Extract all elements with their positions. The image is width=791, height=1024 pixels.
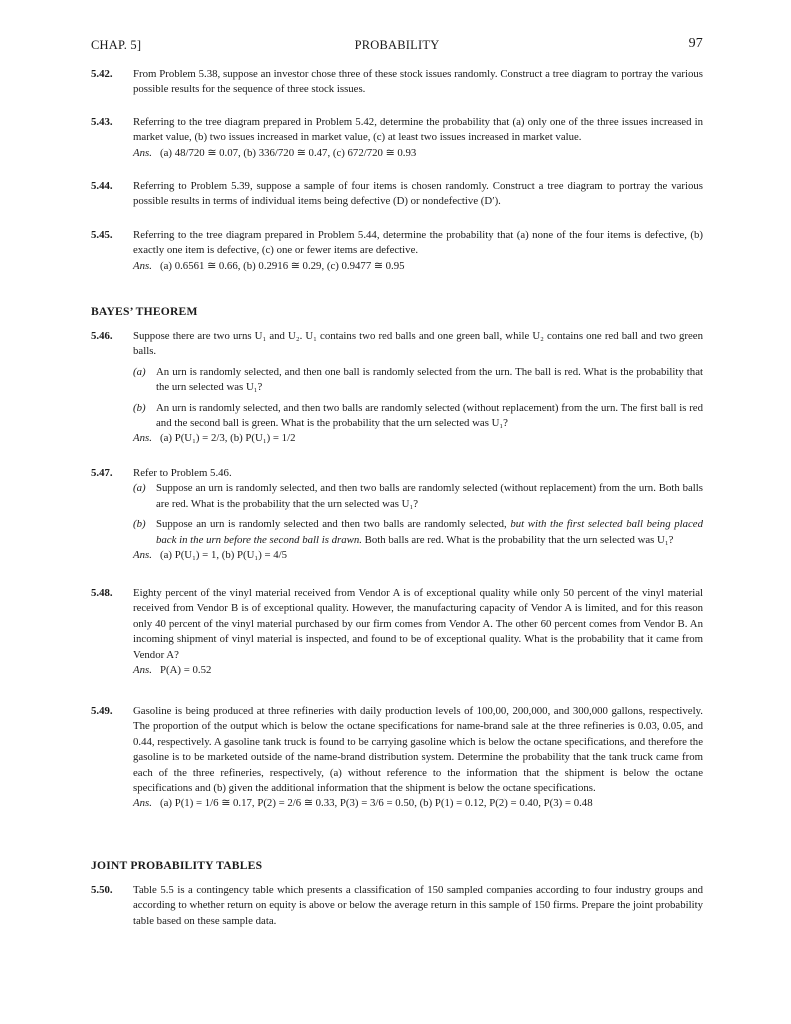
problem-5-49 — [91, 704, 703, 812]
answer-text: P(A) = 0.52 — [160, 664, 212, 677]
problem-text: Eighty percent of the vinyl material received from Vendor A is of exceptional quality while only 50 percent of the vinyl material received from Vendor B is of exceptional quality. However, the manufacturing capacity of Vendor A is limited, and for this reason only 40 percent of the vinyl material purchased by our firm comes from Vendor A. The other 60 percent comes from Vendor B. An incoming shipment of vinyl material is inspected, and found to be of exceptional quality. What is the probability that it came from Vendor A? — [133, 587, 703, 661]
problem-number: 5.43. — [91, 116, 113, 128]
problem-text: Table 5.5 is a contingency table which presents a classification of 150 sampled companies according to four industry groups and according to whether return on equity is above or below the average return in this sample of 150 firms. Prepare the joint probability table based on these sample data. — [133, 884, 703, 927]
answer-label: Ans. — [133, 432, 152, 445]
problem-5-42 — [91, 67, 703, 98]
problem-text: Suppose there are two urns U₁ and U₂. U₁ contains two red balls and one green ball, while U₂ contains one red ball and two green balls. — [133, 330, 703, 358]
subpart-b — [133, 401, 703, 432]
problem-5-43 — [91, 115, 703, 161]
problem-text: Gasoline is being produced at three refineries with daily production levels of 100,00, 200,000, and 300,000 gallons, respectively. The proportion of the output which is below the octane specifications for name-brand sale at the three refineries is 0.03, 0.05, and 0.44, respectively. A gasoline tank truck is found to be carrying gasoline which is below the octane specifications, and therefore the gasoline is to be marketed outside of the name-brand distribution system. Determine the probability that the tank truck came from each of the three refineries, respectively, (a) without reference to the information that the shipment is below the octane specifications and (b) given the additional information that the shipment is below the octane specifications. — [133, 705, 703, 795]
subpart-label: (a) — [133, 482, 146, 495]
answer-text: (a) P(1) = 1/6 ≅ 0.17, P(2) = 2/6 ≅ 0.33, P(3) = 3/6 = 0.50, (b) P(1) = 0.12, P(2) = 0.40, P(3) = 0.48 — [160, 797, 593, 810]
problem-number: 5.49. — [91, 705, 113, 717]
problem-number: 5.48. — [91, 587, 113, 599]
answer-label: Ans. — [133, 146, 152, 159]
problem-text: From Problem 5.38, suppose an investor chose three of these stock issues randomly. Construct a tree diagram to portray the various possible results for the sequence of three stock issues. — [133, 68, 703, 96]
subpart-label: (b) — [133, 518, 146, 531]
problem-number: 5.42. — [91, 68, 113, 80]
answer-line — [133, 548, 703, 563]
answer-label: Ans. — [133, 797, 152, 810]
problem-number: 5.44. — [91, 180, 113, 192]
problem-text: Referring to the tree diagram prepared in Problem 5.42, determine the probability that (a) only one of the three issues increased in market value, (b) two issues increased in market value, (c) at least two issues increased in market value. — [133, 116, 703, 144]
answer-line — [133, 796, 703, 811]
problem-5-48 — [91, 586, 703, 678]
problem-number: 5.46. — [91, 330, 113, 342]
answer-text: (a) 48/720 ≅ 0.07, (b) 336/720 ≅ 0.47, (c) 672/720 ≅ 0.93 — [160, 146, 417, 159]
problem-5-50 — [91, 883, 703, 929]
answer-line — [133, 146, 703, 161]
problem-5-46 — [91, 329, 703, 447]
problem-5-47 — [91, 466, 703, 563]
subpart-a — [133, 365, 703, 396]
running-header — [91, 38, 703, 54]
subpart-text-end: Both balls are red. What is the probability that the urn selected was U₁? — [364, 533, 674, 546]
page-number: 97 — [688, 36, 703, 51]
chapter-label: CHAP. 5] — [91, 38, 142, 52]
problem-number: 5.47. — [91, 467, 113, 479]
subpart-text: An urn is randomly selected, and then two balls are randomly selected (without replacement) from the urn. The first ball is red and the second ball is green. What is the probability that the urn selected was U₁? — [156, 401, 703, 430]
answer-label: Ans. — [133, 259, 152, 272]
subpart-a — [133, 481, 703, 512]
answer-text: (a) P(U₁) = 1, (b) P(U₁) = 4/5 — [160, 549, 288, 562]
page-title: PROBABILITY — [354, 38, 440, 52]
problem-number: 5.50. — [91, 884, 113, 896]
answer-line — [133, 431, 703, 446]
subpart-text: An urn is randomly selected, and then one ball is randomly selected from the urn. The ball is red. What is the probability that the urn selected was U₁? — [156, 365, 703, 394]
subpart-b — [133, 517, 703, 548]
answer-label: Ans. — [133, 549, 152, 562]
answer-label: Ans. — [133, 664, 152, 677]
subpart-text: Suppose an urn is randomly selected and then two balls are randomly selected, — [156, 518, 507, 531]
subpart-text: Suppose an urn is randomly selected, and then two balls are randomly selected (without replacement) from the urn. Both balls are red. What is the probability that the urn selected was U₁? — [156, 482, 703, 510]
problem-text: Referring to Problem 5.39, suppose a sample of four items is chosen randomly. Construct a tree diagram to portray the various possible results in terms of individual items being defective (D) or nondefective (D′). — [133, 180, 703, 208]
problem-text: Referring to the tree diagram prepared in Problem 5.44, determine the probability that (a) none of the four items is defective, (b) exactly one item is defective, (c) one or fewer items are defective. — [133, 229, 703, 257]
subpart-emphasis: but with the first selected ball being placed back in the urn before the second ball is drawn. — [156, 518, 703, 546]
section-heading-bayes: BAYES’ THEOREM — [91, 305, 198, 318]
subpart-label: (a) — [133, 365, 146, 378]
problem-5-45 — [91, 228, 703, 274]
section-heading-joint: JOINT PROBABILITY TABLES — [91, 859, 263, 872]
problem-number: 5.45. — [91, 229, 113, 241]
answer-line — [133, 663, 703, 678]
answer-text: (a) P(U₁) = 2/3, (b) P(U₁) = 1/2 — [160, 432, 296, 445]
answer-text: (a) 0.6561 ≅ 0.66, (b) 0.2916 ≅ 0.29, (c) 0.9477 ≅ 0.95 — [160, 259, 405, 272]
answer-line — [133, 259, 703, 274]
problem-5-44 — [91, 179, 703, 210]
subpart-label: (b) — [133, 401, 146, 414]
problem-text: Refer to Problem 5.46. — [133, 467, 232, 479]
